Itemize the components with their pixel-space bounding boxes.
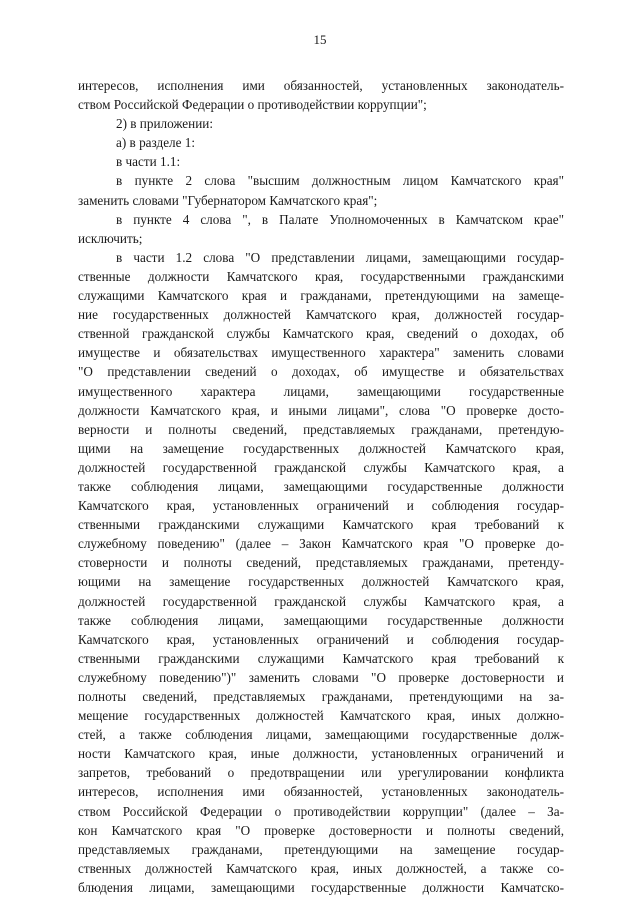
text-line: ственных должностей Камчатского края, иных должностей, а также со- — [78, 860, 564, 876]
text-line: служащими Камчатского края и гражданами, претендующими на замеще- — [78, 288, 564, 304]
text-line: служебному поведению")" заменить словами "О проверке достоверности и — [78, 669, 564, 685]
text-line: ственными гражданскими служащими Камчатского края требований к — [78, 650, 564, 666]
text-line: интересов, исполнения ими обязанностей, установленных законодатель- — [78, 78, 564, 93]
text-line: ственной гражданской службы Камчатского края, сведений о доходах, об — [78, 326, 564, 342]
text-line: в пункте 4 слова ", в Палате Уполномоченных в Камчатском крае" — [116, 211, 564, 227]
text-line: кон Камчатского края "О проверке достоверности и полноты сведений, — [78, 822, 564, 838]
text-line: ством Российской Федерации о противодействии коррупции"; — [78, 97, 427, 113]
text-line: заменить словами "Губернатором Камчатского края"; — [78, 192, 378, 208]
text-line: ности Камчатского края, иные должности, установленных ограничений и — [78, 746, 564, 762]
text-line: также соблюдения лицами, замещающими государственные должности — [78, 478, 564, 494]
text-line: запретов, требований о предотвращении или урегулировании конфликта — [78, 765, 564, 781]
text-line: служебному поведению" (далее – Закон Камчатского края "О проверке до- — [78, 536, 564, 552]
text-line: ственными гражданскими служащими Камчатского края требований к — [78, 517, 564, 533]
text-line: представляемых гражданами, претендующими на замещение государ- — [78, 841, 564, 857]
text-line: должностей государственной гражданской службы Камчатского края, а — [78, 593, 564, 609]
text-line: ственные должности Камчатского края, государственными гражданскими — [78, 268, 564, 284]
text-line: также соблюдения лицами, замещающими государственные должности — [78, 612, 564, 628]
text-line: щими на замещение государственных должностей Камчатского края, — [78, 440, 564, 456]
text-line: полноты сведений, представляемых гражданами, претендующими на за- — [78, 689, 564, 704]
text-line: исключить; — [78, 230, 143, 246]
text-line: стоверности и полноты сведений, представляемых гражданами, претенду- — [78, 555, 564, 571]
text-line: Камчатского края, установленных ограничений и соблюдения государ- — [78, 631, 564, 647]
text-line: блюдения лицами, замещающими государственные должности Камчатско- — [78, 879, 564, 895]
text-line: Камчатского края, установленных ограничений и соблюдения государ- — [78, 498, 564, 514]
text-line: в части 1.2 слова "О представлении лицами, замещающими государ- — [116, 249, 564, 265]
text-line: должностей государственной гражданской службы Камчатского края, а — [78, 459, 564, 475]
text-line: в пункте 2 слова "высшим должностным лицом Камчатского края" — [116, 173, 564, 189]
text-line: имуществе и обязательствах имущественного характера" заменить словами — [78, 345, 564, 361]
text-line: верности и полноты сведений, представляемых гражданами, претендую- — [78, 421, 564, 437]
text-line: 2) в приложении: — [116, 116, 213, 132]
text-line: интересов, исполнения ими обязанностей, установленных законодатель- — [78, 784, 564, 800]
text-line: стей, а также соблюдения лицами, замещающими государственные долж- — [78, 727, 564, 743]
text-line: "О представлении сведений о доходах, об имуществе и обязательствах — [78, 364, 564, 380]
text-line: ющими на замещение государственных должностей Камчатского края, — [78, 574, 564, 590]
text-line: в части 1.1: — [116, 154, 181, 170]
document-body — [78, 76, 564, 897]
text-line: ние государственных должностей Камчатского края, должностей государ- — [78, 307, 564, 323]
text-line: имущественного характера лицами, замещающими государственные — [78, 383, 564, 399]
page-number: 15 — [313, 32, 327, 47]
text-line: ством Российской Федерации о противодействии коррупции" (далее – За- — [78, 803, 564, 819]
text-line: должности Камчатского края, и иными лицами", слова "О проверке досто- — [78, 402, 564, 418]
text-line: мещение государственных должностей Камчатского края, иных должно- — [78, 708, 564, 724]
text-line: а) в разделе 1: — [116, 135, 196, 151]
